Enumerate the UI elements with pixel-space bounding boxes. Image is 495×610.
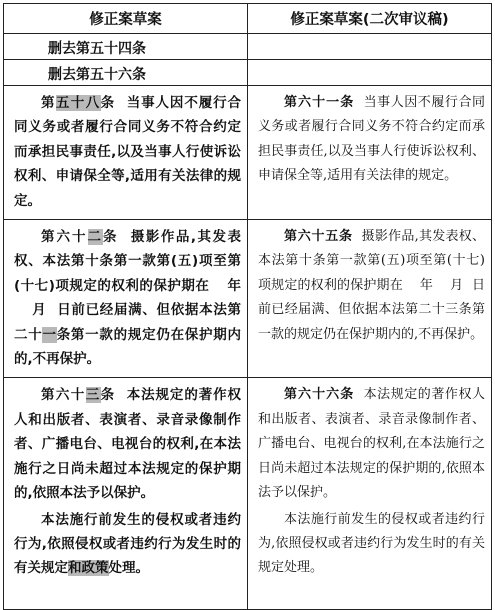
revised-paragraph: 第六十五条 摄影作品,其发表权、本法第十条第一款第(五)项至第(十七)项规定的权利的保护期在 年 月 日前已经届满、但依据本法第二十三条第一款的规定仍在保护期内的,不再保护。 [258, 229, 485, 342]
article-number: 第六十六条 [284, 387, 355, 403]
header-left: 修正案草案 [4, 4, 248, 34]
article-text: 当事人因不履行合同义务或者履行合同义务不符合约定而承担民事责任,以及当事人行使诉讼权利、申请保全等,适用有关法律的规定。 [258, 95, 485, 184]
article-row [4, 378, 492, 610]
highlight: 一 [42, 326, 57, 343]
highlight: 二 [87, 229, 103, 246]
draft-paragraph: 第六十三条 本法规定的著作权人和出版者、表演者、录音录像制作者、广播电台、电视台的权利,在本法施行之日尚未超过本法规定的保护期的,依照本法予以保护。 [14, 387, 242, 502]
revised-paragraph: 本法施行前发生的侵权或者违约行为,依照侵权或者违约行为发生时的有关规定处理。 [258, 511, 485, 576]
article-number: 第六十二条 [41, 229, 119, 246]
article-number: 第五十八条 [41, 95, 116, 111]
header-right: 修正案草案(二次审议稿) [248, 4, 492, 34]
revised-paragraph: 第六十六条 本法规定的著作权人和出版者、表演者、录音录像制作者、广播电台、电视台的权利,在本法施行之日尚未超过本法规定的保护期的,依照本法予以保护。 [258, 387, 485, 501]
article-number: 第六十一条 [284, 95, 355, 110]
highlight: 五十八 [55, 95, 101, 111]
deleted-row [4, 34, 492, 60]
article-text: 当事人因不履行合同义务或者履行合同义务不符合约定而承担民事责任,以及当事人行使诉讼权利、申请保全等,适用有关法律的规定。 [14, 95, 242, 209]
article-row [4, 220, 492, 378]
draft-paragraph: 第六十二条 摄影作品,其发表权、本法第十条第一款第(五)项至第(十七)项规定的权利的保护期在 年月 日前已经届满、但依据本法第二十一条第一款的规定仍在保护期内的,不再保护。 [14, 229, 242, 368]
article-row [4, 86, 492, 220]
article-number: 第六十三条 [41, 387, 116, 404]
draft-paragraph: 本法施行前发生的侵权或者违约行为,依照侵权或者违约行为发生时的有关规定和政策处理。 [14, 511, 241, 577]
revised-paragraph [258, 91, 485, 189]
highlight: 和政策 [68, 560, 109, 577]
revised-cell [248, 220, 492, 378]
draft-cell [4, 220, 248, 378]
comparison-table [3, 3, 492, 610]
draft-paragraph [14, 91, 241, 213]
draft-cell [4, 86, 248, 220]
empty-cell [248, 34, 492, 60]
article-number: 第六十五条 [284, 229, 353, 245]
deleted-row [4, 60, 492, 86]
empty-cell [248, 60, 492, 86]
deleted-article-54: 删去第五十四条 [4, 34, 248, 60]
revised-cell [248, 378, 492, 610]
header-row [4, 4, 492, 34]
draft-cell [4, 378, 248, 610]
deleted-article-56: 删去第五十六条 [4, 60, 248, 86]
revised-cell [248, 86, 492, 220]
highlight: 三 [85, 387, 101, 404]
